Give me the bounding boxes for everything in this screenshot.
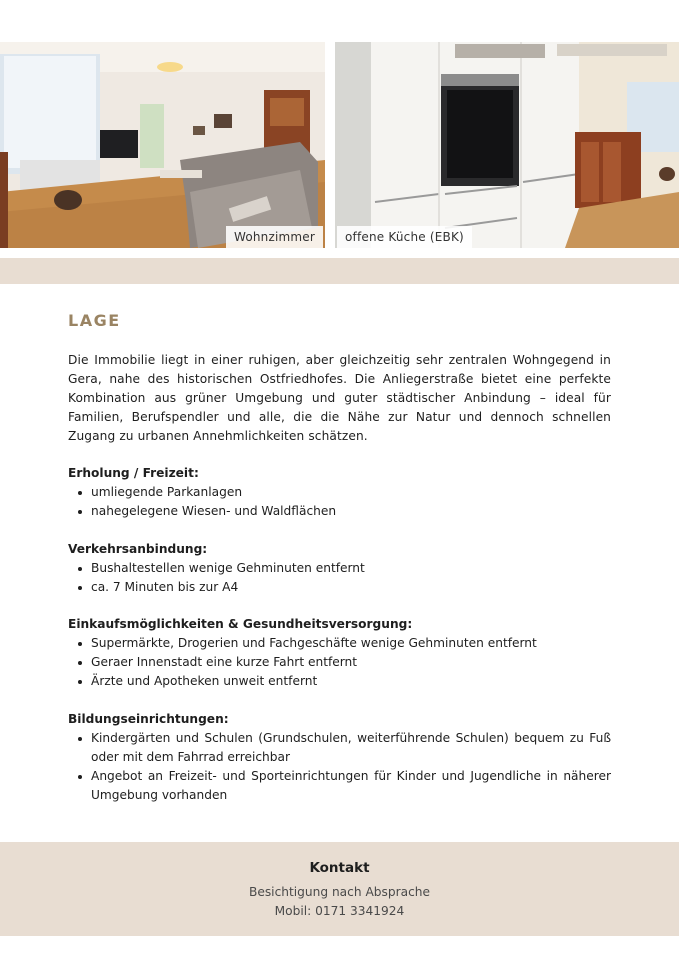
leisure-block: [68, 464, 611, 521]
contact-box: [0, 842, 679, 936]
kitchen-photo: [335, 42, 679, 248]
shopping-health-list: [68, 634, 611, 691]
living-room-caption: Wohnzimmer: [226, 226, 323, 248]
list-item: ca. 7 Minuten bis zur A4: [68, 578, 611, 597]
list-item: umliegende Parkanlagen: [68, 483, 611, 502]
transport-list: [68, 559, 611, 597]
living-room-image: [0, 42, 325, 248]
transport-heading: Verkehrsanbindung:: [68, 542, 208, 556]
location-intro: Die Immobilie liegt in einer ruhigen, aber gleichzeitig sehr zentralen Wohngegend in Gera, nahe des historischen Ostfriedhofes. Die Anliegerstraße bietet eine perfekte Kombination aus grüner Umgebung und guter städtischer Anbindung – ideal für Familien, Berufspendler und alle, die die Nähe zur Natur und dennoch schnellen Zugang zu urbanen Annehmlichkeiten schätzen.: [68, 353, 611, 443]
list-item: Bushaltestellen wenige Gehminuten entfernt: [68, 559, 611, 578]
shopping-health-block: [68, 615, 611, 691]
list-item: nahegelegene Wiesen- und Waldflächen: [68, 502, 611, 521]
kitchen-image: [335, 42, 679, 248]
list-item: Ärzte und Apotheken unweit entfernt: [68, 672, 611, 691]
shopping-health-heading: Einkaufsmöglichkeiten & Gesundheitsversorgung:: [68, 617, 413, 631]
education-list: [68, 729, 611, 805]
leisure-list: [68, 483, 611, 521]
photo-strip: [0, 42, 679, 248]
leisure-heading: Erholung / Freizeit:: [68, 466, 199, 480]
list-item: Geraer Innenstadt eine kurze Fahrt entfernt: [68, 653, 611, 672]
contact-title: Kontakt: [309, 860, 370, 876]
decorative-band: [0, 258, 679, 284]
living-room-photo: [0, 42, 325, 248]
transport-block: [68, 540, 611, 597]
kitchen-caption: offene Küche (EBK): [337, 226, 472, 248]
contact-viewing-note: Besichtigung nach Absprache: [248, 885, 431, 899]
education-block: [68, 710, 611, 805]
education-heading: Bildungseinrichtungen:: [68, 712, 229, 726]
section-title: LAGE: [68, 311, 121, 330]
list-item: Supermärkte, Drogerien und Fachgeschäfte wenige Gehminuten entfernt: [68, 634, 611, 653]
contact-phone: Mobil: 0171 3341924: [274, 904, 405, 918]
list-item: Angebot an Freizeit- und Sporteinrichtungen für Kinder und Jugendliche in näherer Umgebung vorhanden: [68, 767, 611, 805]
list-item: Kindergärten und Schulen (Grundschulen, weiterführende Schulen) bequem zu Fuß oder mit dem Fahrrad erreichbar: [68, 729, 611, 767]
